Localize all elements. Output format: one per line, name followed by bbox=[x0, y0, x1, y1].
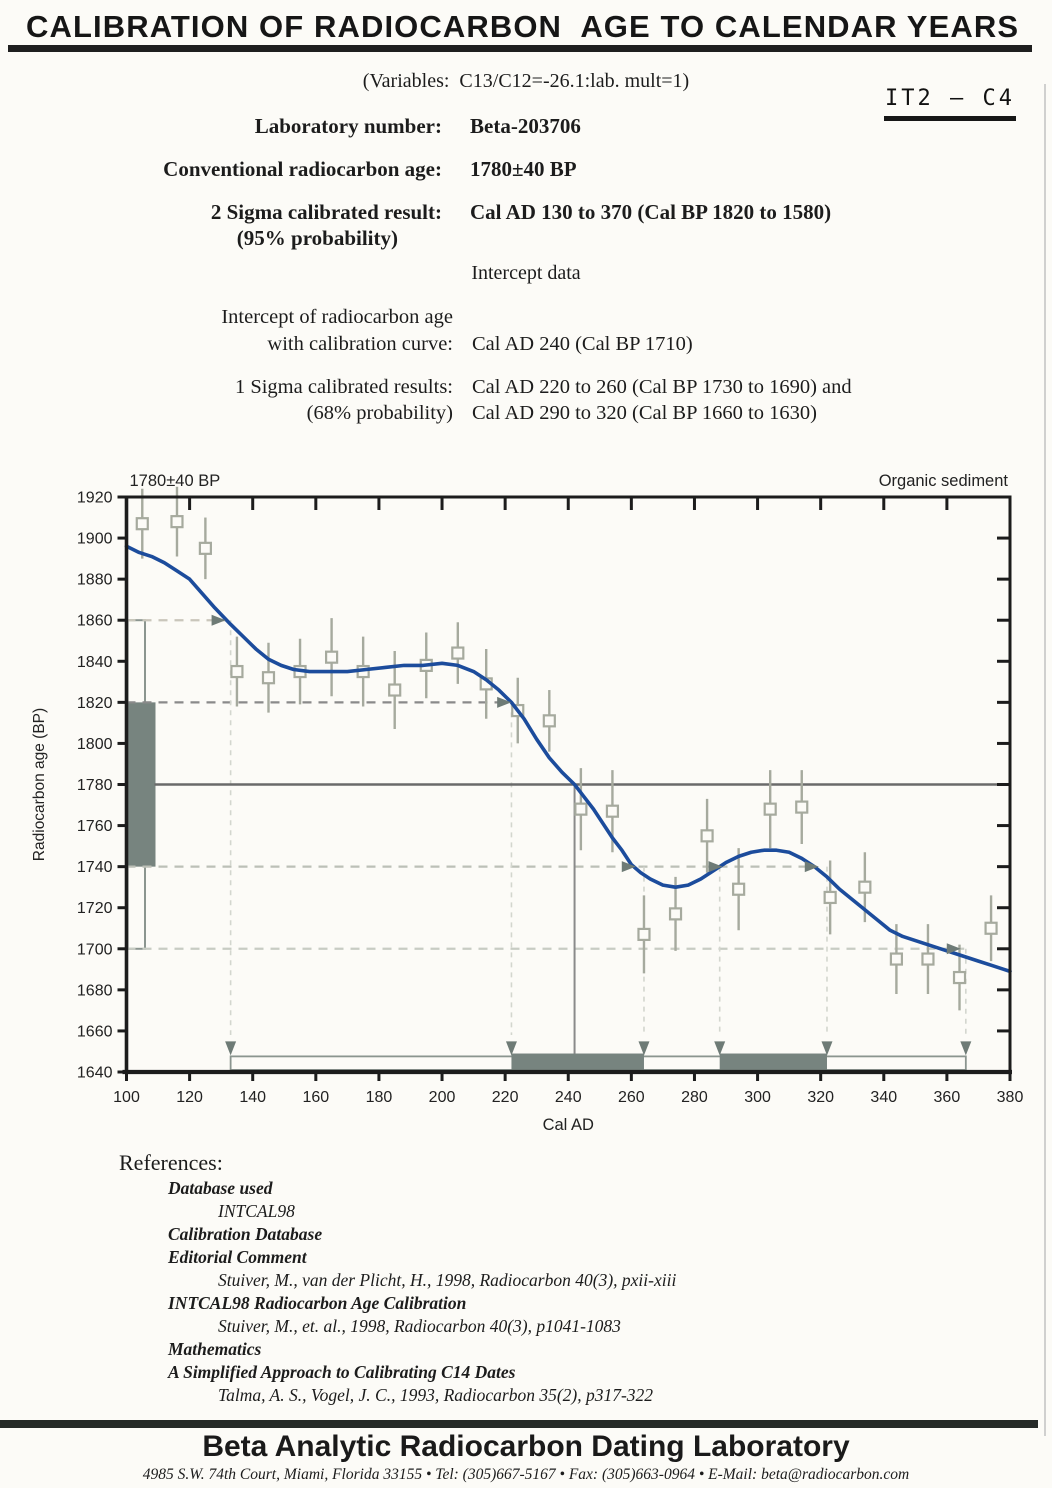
measurement-point bbox=[452, 648, 463, 659]
x-tick-label: 180 bbox=[365, 1089, 393, 1106]
y-tick-label: 1800 bbox=[76, 735, 113, 753]
one-sigma-value-line1: Cal AD 220 to 260 (Cal BP 1730 to 1690) and bbox=[472, 376, 852, 398]
reference-title: Editorial Comment bbox=[168, 1247, 307, 1267]
intercept-value: Cal AD 240 (Cal BP 1710) bbox=[472, 333, 693, 355]
intercept-heading: Intercept data bbox=[471, 262, 581, 284]
chart-material-label: Organic sediment bbox=[878, 472, 1008, 490]
x-tick-label: 160 bbox=[302, 1089, 330, 1106]
range-arrow-icon bbox=[821, 1041, 832, 1055]
x-axis-title: Cal AD bbox=[542, 1116, 594, 1134]
variables-line: (Variables: C13/C12=-26.1:lab. mult=1) bbox=[362, 70, 690, 92]
reference-detail: Stuiver, M., van der Plicht, H., 1998, Radiocarbon 40(3), pxii-xiii bbox=[218, 1270, 677, 1290]
intercept-label-line1: Intercept of radiocarbon age bbox=[221, 306, 453, 328]
reference-detail: INTCAL98 bbox=[218, 1201, 295, 1221]
conventional-age-value: 1780±40 BP bbox=[470, 157, 577, 181]
x-tick-label: 280 bbox=[681, 1089, 708, 1106]
x-tick-label: 100 bbox=[113, 1089, 140, 1106]
sample-id-badge: IT2 – C4 bbox=[884, 86, 1016, 121]
y-tick-label: 1700 bbox=[76, 941, 113, 959]
measurement-point bbox=[638, 929, 649, 940]
measurement-point bbox=[825, 892, 836, 903]
y-tick-label: 1820 bbox=[76, 694, 113, 712]
x-tick-label: 120 bbox=[176, 1089, 203, 1106]
measurement-point bbox=[954, 972, 965, 983]
reference-detail: Talma, A. S., Vogel, J. C., 1993, Radiocarbon 35(2), p317-322 bbox=[218, 1385, 654, 1405]
measurement-point bbox=[263, 672, 274, 683]
intercept-label-line2: with calibration curve: bbox=[267, 333, 453, 355]
y-tick-label: 1900 bbox=[76, 530, 113, 548]
y-axis-title: Radiocarbon age (BP) bbox=[31, 707, 48, 862]
reference-title: INTCAL98 Radiocarbon Age Calibration bbox=[168, 1293, 467, 1313]
measurement-point bbox=[922, 954, 933, 965]
x-tick-label: 140 bbox=[239, 1089, 267, 1106]
y-tick-label: 1780 bbox=[76, 777, 113, 794]
y-tick-label: 1880 bbox=[76, 571, 113, 589]
measurement-point bbox=[326, 652, 337, 663]
reference-title: Mathematics bbox=[168, 1339, 262, 1359]
title-underline bbox=[8, 45, 1032, 52]
y-tick-label: 1920 bbox=[76, 489, 113, 507]
measurement-point bbox=[171, 516, 182, 527]
y-tick-label: 1860 bbox=[76, 612, 113, 630]
footer-rule bbox=[0, 1420, 1038, 1428]
one-sigma-label-line2: (68% probability) bbox=[306, 402, 453, 424]
chart-age-label: 1780±40 BP bbox=[129, 472, 221, 490]
conventional-age-label: Conventional radiocarbon age: bbox=[163, 157, 442, 181]
two-sigma-sublabel: (95% probability) bbox=[236, 226, 398, 250]
reference-detail: Stuiver, M., et. al., 1998, Radiocarbon 40(3), p1041-1083 bbox=[218, 1316, 621, 1336]
y-tick-label: 1740 bbox=[76, 859, 113, 877]
range-arrow-icon bbox=[714, 1041, 725, 1055]
x-tick-label: 300 bbox=[744, 1089, 771, 1106]
x-tick-label: 340 bbox=[870, 1089, 898, 1106]
measurement-point bbox=[607, 806, 618, 817]
measurement-point bbox=[733, 884, 744, 895]
x-tick-label: 240 bbox=[554, 1089, 582, 1106]
measurement-point bbox=[986, 923, 997, 934]
x-tick-label: 200 bbox=[428, 1089, 456, 1106]
calibration-chart bbox=[0, 455, 1052, 1150]
y-tick-label: 1680 bbox=[76, 982, 113, 1000]
lab-number-label: Laboratory number: bbox=[254, 114, 442, 138]
measurement-point bbox=[231, 666, 242, 677]
x-tick-label: 360 bbox=[933, 1089, 961, 1106]
reference-title: A Simplified Approach to Calibrating C14 Dates bbox=[168, 1362, 516, 1382]
y-tick-label: 1660 bbox=[76, 1023, 113, 1041]
cal-1sigma-bar bbox=[720, 1054, 827, 1072]
measurement-point bbox=[702, 830, 713, 841]
references-heading: References: bbox=[119, 1150, 223, 1175]
two-sigma-label: 2 Sigma calibrated result: bbox=[210, 200, 442, 224]
reference-title: Database used bbox=[168, 1178, 273, 1198]
x-tick-label: 320 bbox=[807, 1089, 835, 1106]
two-sigma-value: Cal AD 130 to 370 (Cal BP 1820 to 1580) bbox=[470, 200, 832, 224]
x-tick-label: 260 bbox=[618, 1089, 645, 1106]
measurement-point bbox=[796, 802, 807, 813]
range-arrow-icon bbox=[225, 1041, 236, 1055]
one-sigma-label-line1: 1 Sigma calibrated results: bbox=[234, 376, 453, 398]
page-title: CALIBRATION OF RADIOCARBON AGE TO CALENDAR YEARS bbox=[26, 9, 1020, 44]
measurement-point bbox=[389, 685, 400, 696]
measurement-point bbox=[200, 543, 211, 554]
lab-number-value: Beta-203706 bbox=[470, 114, 581, 138]
measurement-point bbox=[859, 882, 870, 893]
range-arrow-icon bbox=[506, 1041, 517, 1055]
one-sigma-value-line2: Cal AD 290 to 320 (Cal BP 1660 to 1630) bbox=[472, 402, 817, 424]
y-tick-label: 1640 bbox=[76, 1064, 113, 1082]
scan-edge-artifact bbox=[1044, 84, 1046, 1436]
measurement-point bbox=[670, 908, 681, 919]
references-list bbox=[168, 1177, 968, 1407]
y-tick-label: 1720 bbox=[76, 900, 113, 918]
measurement-point bbox=[544, 715, 555, 726]
calibration-curve bbox=[127, 546, 1011, 971]
range-arrow-icon bbox=[638, 1041, 649, 1055]
cal-1sigma-bar bbox=[511, 1054, 644, 1072]
footer-address: 4985 S.W. 74th Court, Miami, Florida 33155 • Tel: (305)667-5167 • Fax: (305)663-0964 • E-Mail: beta@radiocarbon.com bbox=[142, 1466, 910, 1483]
x-tick-label: 220 bbox=[491, 1089, 519, 1106]
reference-title: Calibration Database bbox=[168, 1224, 323, 1244]
y-tick-label: 1840 bbox=[76, 653, 113, 671]
y-tick-label: 1760 bbox=[76, 818, 113, 836]
measurement-point bbox=[765, 804, 776, 815]
x-tick-label: 380 bbox=[996, 1089, 1024, 1106]
footer-lab-name: Beta Analytic Radiocarbon Dating Laboratory bbox=[202, 1430, 850, 1463]
range-arrow-icon bbox=[960, 1041, 971, 1055]
measurement-point bbox=[575, 804, 586, 815]
measurement-point bbox=[891, 954, 902, 965]
age-1sigma-box bbox=[128, 702, 156, 866]
measurement-point bbox=[137, 518, 148, 529]
